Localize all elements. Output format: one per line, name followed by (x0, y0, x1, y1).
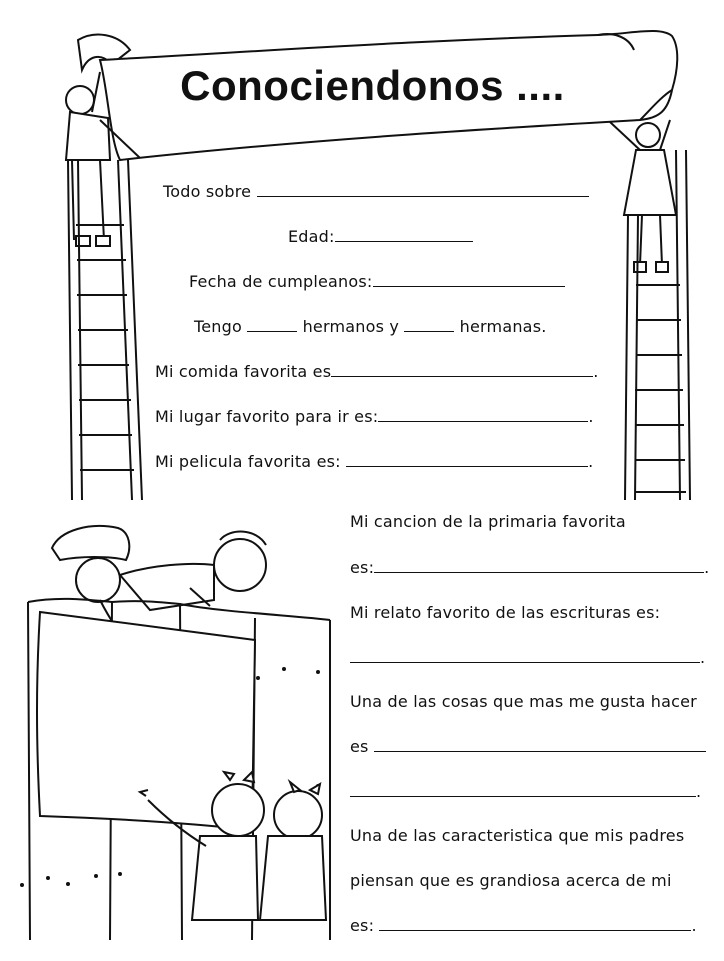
relato-period: . (700, 648, 706, 667)
relato-label: Mi relato favorito de las escrituras es: (350, 603, 661, 622)
cancion-period: . (704, 558, 710, 577)
cancion-line-1: Mi cancion de la primaria favorita (350, 512, 626, 531)
field-relato (350, 648, 705, 667)
hermanos-blank[interactable] (247, 317, 297, 332)
field-cosas-2 (350, 782, 701, 801)
pelicula-period: . (588, 452, 594, 471)
cosas-blank-2[interactable] (350, 782, 696, 797)
page-title: Conociendonos .... (180, 62, 565, 109)
lugar-blank[interactable] (378, 407, 588, 422)
caract-label: es: (350, 916, 375, 935)
edad-blank[interactable] (335, 227, 473, 242)
hermanos-label: hermanos y (302, 317, 400, 336)
hermanas-label: hermanas. (459, 317, 547, 336)
comida-label: Mi comida favorita es (155, 362, 332, 381)
field-pelicula (155, 452, 593, 471)
cosas-label: es (350, 737, 369, 756)
relato-blank[interactable] (350, 648, 700, 663)
todo-sobre-blank[interactable] (257, 182, 589, 197)
left-ladder-illustration (68, 160, 142, 500)
field-caract (350, 916, 697, 935)
fecha-blank[interactable] (373, 272, 565, 287)
caract-period: . (691, 916, 697, 935)
caract-blank[interactable] (379, 916, 691, 931)
cosas-line-1: Una de las cosas que mas me gusta hacer (350, 692, 697, 711)
field-hermanos (194, 317, 547, 336)
hermanas-blank[interactable] (404, 317, 454, 332)
todo-sobre-label: Todo sobre (163, 182, 252, 201)
caract-line-1: Una de las caracteristica que mis padres (350, 826, 685, 845)
fecha-label: Fecha de cumpleanos: (189, 272, 373, 291)
field-comida (155, 362, 599, 381)
field-todo-sobre (163, 182, 589, 201)
comida-blank[interactable] (331, 362, 593, 377)
tengo-label: Tengo (194, 317, 242, 336)
girl-on-ladder-illustration (610, 120, 676, 272)
cancion-blank[interactable] (374, 558, 704, 573)
field-cosas (350, 737, 706, 756)
pelicula-label: Mi pelicula favorita es: (155, 452, 341, 471)
cancion-label: es: (350, 558, 375, 577)
cosas-blank[interactable] (374, 737, 706, 752)
pelicula-blank[interactable] (346, 452, 588, 467)
cosas-period: . (696, 782, 702, 801)
caract-line-2: piensan que es grandiosa acerca de mi (350, 871, 672, 890)
lugar-label: Mi lugar favorito para ir es: (155, 407, 379, 426)
field-edad (288, 227, 473, 246)
field-fecha-cumpleanos (189, 272, 565, 291)
field-lugar (155, 407, 594, 426)
edad-label: Edad: (288, 227, 335, 246)
comida-period: . (593, 362, 599, 381)
lugar-period: . (588, 407, 594, 426)
field-cancion (350, 558, 709, 577)
